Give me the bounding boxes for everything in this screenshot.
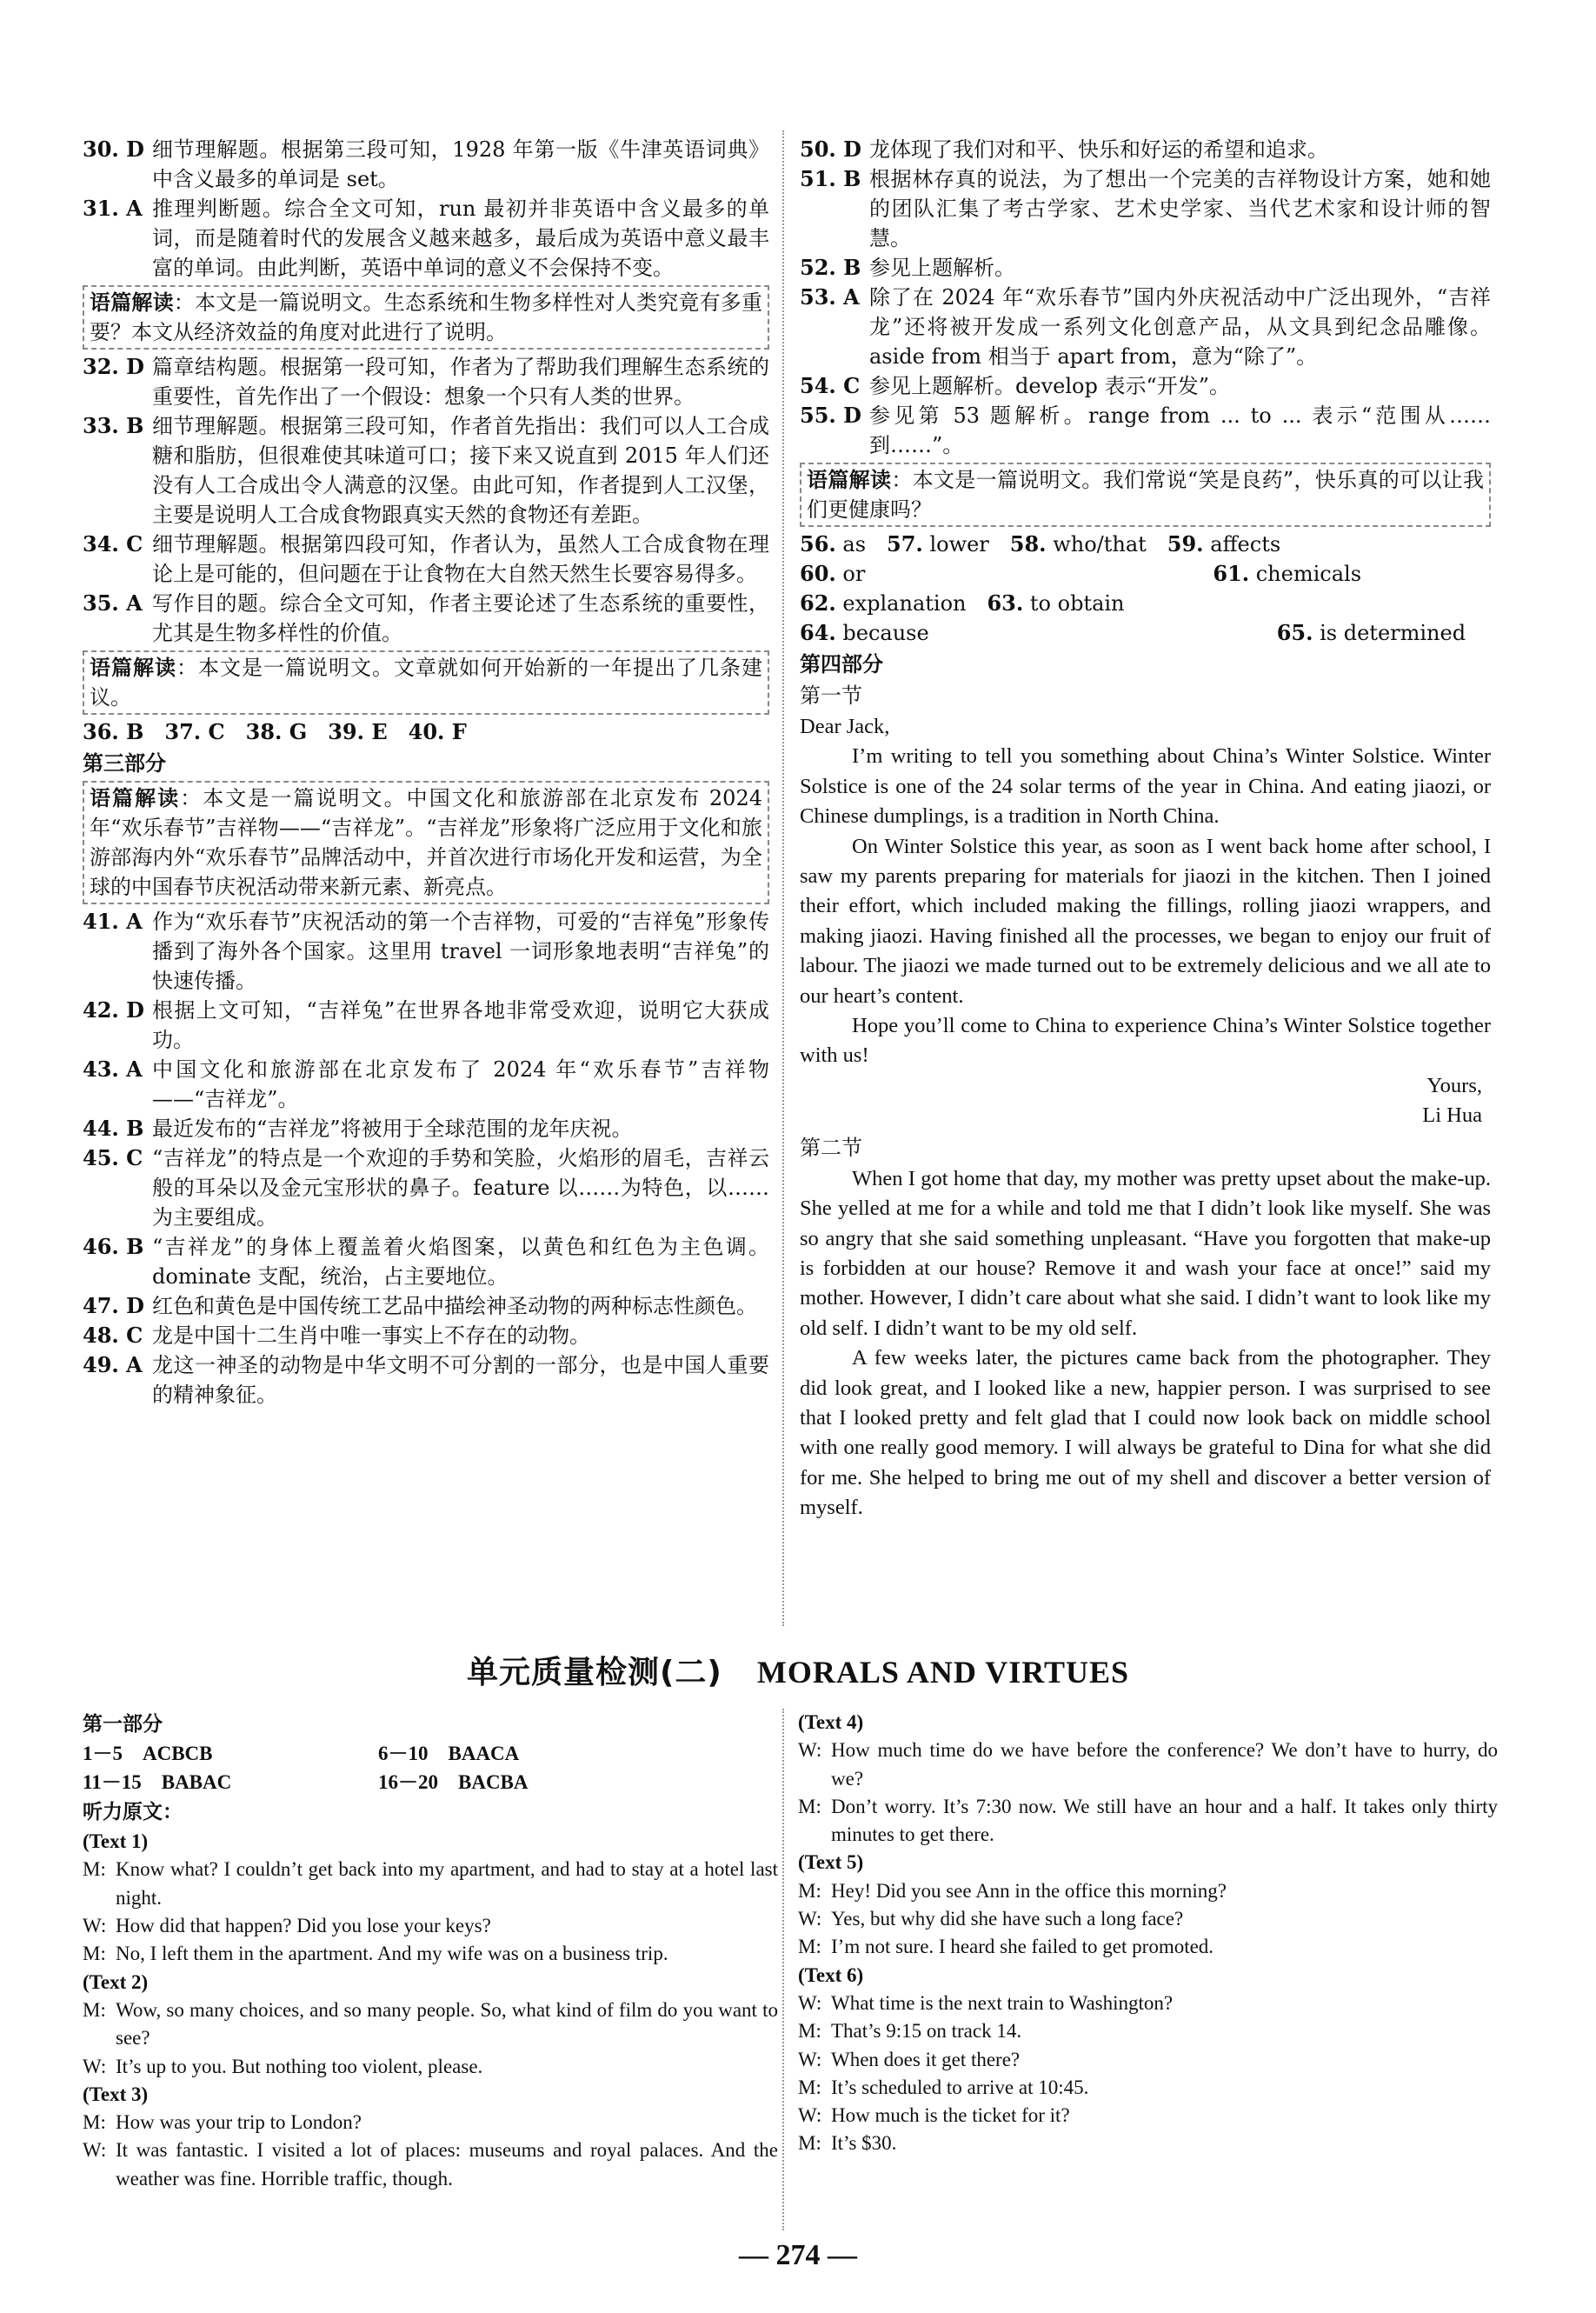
dialogue-line (798, 1736, 1498, 1793)
answer-item (83, 1232, 769, 1291)
fill-answer (987, 589, 1124, 618)
text-label: (Text 4) (798, 1711, 864, 1733)
answer-explanation: 推理判断题。综合全文可知，run 最初并非英语中含义最多的单词，而是随着时代的发展含义越来越多，最后成为英语中意义最丰富的单词。由此判断，英语中单词的意义不会保持不变。 (152, 197, 769, 280)
fill-number: 57. (887, 531, 923, 557)
answer-item (800, 371, 1491, 401)
fill-answer (800, 559, 865, 589)
fill-answer (1213, 559, 1361, 589)
fill-number: 59. (1167, 531, 1204, 557)
utterance: I’m not sure. I heard she failed to get promoted. (831, 1936, 1214, 1958)
fill-word: chemicals (1255, 562, 1362, 586)
speaker: W: (83, 1915, 107, 1937)
utterance: How much time do we have before the conference? We don’t have to hurry, do we? (831, 1739, 1498, 1790)
transcript-title: 听力原文： (83, 1800, 183, 1823)
dialogue-line (83, 1940, 778, 1968)
answer: 38. G (245, 719, 308, 744)
answer-explanation: 篇章结构题。根据第一段可知，作者为了帮助我们理解生态系统的重要性，首先作出了一个假设：想象一个只有人类的世界。 (152, 355, 769, 409)
answer-explanation: 根据林存真的说法，为了想出一个完美的吉祥物设计方案，她和她的团队汇集了考古学家、艺术史学家、当代艺术家和设计师的智慧。 (869, 167, 1491, 250)
speaker: W: (83, 2139, 107, 2162)
answer-number: 45. C (83, 1145, 143, 1170)
answer-explanation: “吉祥龙”的特点是一个欢迎的手势和笑脸，火焰形的眉毛，吉祥云般的耳朵以及金元宝形状的鼻子。feature 以……为特色，以……为主要组成。 (152, 1146, 769, 1230)
answer-item (83, 352, 769, 411)
dialogue-line (798, 1905, 1498, 1933)
fill-number: 65. (1276, 620, 1313, 645)
answer-group: 11－15 BABAC (83, 1770, 232, 1793)
answer: 39. E (328, 719, 388, 744)
answer-explanation: 细节理解题。根据第三段可知，作者首先指出：我们可以人工合成糖和脂肪，但很难使其味道可口；接下来又说直到 2015 年人们还没有人工合成出令人满意的汉堡。由此可知，作者提到人工汉堡，主要是说明人工合成食物跟真实天然的食物还有差距。 (152, 414, 769, 527)
column-divider (782, 130, 784, 1626)
answer-number: 43. A (83, 1057, 143, 1082)
dialogue-line (83, 1856, 778, 1912)
utterance: Yes, but why did she have such a long face? (831, 1908, 1184, 1930)
answer-number: 42. D (83, 997, 144, 1023)
dialogue-line (83, 2109, 778, 2136)
passage-note: 语篇解读：本文是一篇说明文。生态系统和生物多样性对人类究竟有多重要？本文从经济效益的角度对此进行了说明。 (83, 285, 769, 350)
speaker: M: (83, 1943, 106, 1965)
bottom-right-column (798, 1709, 1498, 2158)
answer-number: 52. B (800, 255, 861, 280)
utterance: It’s scheduled to arrive at 10:45. (831, 2076, 1089, 2098)
dialogue-line (798, 2074, 1498, 2102)
answer-item (83, 1350, 769, 1410)
page-number: — 274 — (739, 2239, 857, 2271)
utterance: How did that happen? Did you lose your keys? (116, 1915, 491, 1937)
answer-item (83, 907, 769, 996)
speaker: W: (83, 2055, 107, 2077)
fill-number: 60. (800, 561, 836, 586)
column-divider (782, 1709, 784, 2230)
fill-word: or (842, 562, 866, 586)
answer: 37. C (164, 719, 225, 744)
utterance: It’s up to you. But nothing too violent, please. (116, 2055, 483, 2077)
answer-item (800, 401, 1491, 460)
fill-answers (800, 530, 1491, 648)
fill-number: 56. (800, 531, 836, 557)
top-right-column (800, 135, 1491, 1523)
answer-item (800, 253, 1491, 283)
answer-item (83, 589, 769, 648)
answer-item (83, 135, 769, 194)
text-label: (Text 2) (83, 1970, 149, 1993)
fill-answer (1167, 530, 1280, 559)
fill-answer (887, 530, 989, 559)
answer-item (800, 164, 1491, 253)
dialogue-line (798, 2046, 1498, 2074)
fill-word: to obtain (1029, 591, 1125, 616)
answer-item (83, 1114, 769, 1143)
utterance: It’s $30. (831, 2132, 897, 2155)
answer-explanation: 最近发布的“吉祥龙”将被用于全球范围的龙年庆祝。 (152, 1117, 633, 1141)
dialogue-line (798, 1990, 1498, 2017)
dialogue-line (83, 1996, 778, 2053)
passage-note: 语篇解读：本文是一篇说明文。文章就如何开始新的一年提出了几条建议。 (83, 650, 769, 715)
text-label: (Text 5) (798, 1851, 864, 1874)
speaker: M: (798, 2020, 821, 2043)
answer-number: 31. A (83, 196, 143, 221)
answer-explanation: 龙这一神圣的动物是中华文明不可分割的一部分，也是中国人重要的精神象征。 (152, 1353, 769, 1407)
dialogue-line (798, 2102, 1498, 2130)
answer-group: 16－20 BACBA (378, 1770, 529, 1793)
answer-number: 53. A (800, 284, 860, 310)
answer-list (83, 907, 769, 1410)
fill-number: 61. (1213, 561, 1250, 586)
speaker: M: (83, 2111, 106, 2134)
answer-list (800, 135, 1491, 460)
utterance: That’s 9:15 on track 14. (831, 2020, 1022, 2043)
answers-36-40 (83, 717, 769, 747)
answer-explanation: 细节理解题。根据第三段可知，1928 年第一版《牛津英语词典》中含义最多的单词是 set。 (152, 137, 769, 191)
answer: 40. F (408, 719, 467, 744)
speaker: W: (798, 1991, 822, 2014)
fill-number: 64. (800, 620, 836, 645)
answer-explanation: 根据上文可知，“吉祥兔”在世界各地非常受欢迎，说明它大获成功。 (152, 998, 769, 1052)
story-paragraph: When I got home that day, my mother was pretty upset about the make-up. She yelled at me for a while and told me that I didn’t look like myself. She was so angry that she said something unpleasant. “Have you forgotten that make-up is forbidden at our house? Remove it and wash your face at once!” said my mother. However, I didn’t care about what she said. I didn’t want to look like my old self. I didn’t want to be my old self. (800, 1166, 1491, 1340)
speaker: M: (83, 1858, 106, 1881)
speaker: W: (798, 1739, 822, 1762)
answer-explanation: “吉祥龙”的身体上覆盖着火焰图案，以黄色和红色为主色调。dominate 支配，统治，占主要地位。 (152, 1235, 769, 1289)
answer-group: 1－5 ACBCB (83, 1743, 213, 1765)
answer-number: 30. D (83, 137, 144, 162)
section-title: 第三部分 (83, 751, 166, 776)
dialogue-line (83, 2053, 778, 2081)
answer-explanation: 细节理解题。根据第四段可知，作者认为，虽然人工合成食物在理论上是可能的，但问题在于让食物在大自然天然生长要容易得多。 (152, 532, 769, 586)
answer-number: 54. C (800, 373, 861, 398)
answer-item (83, 1055, 769, 1114)
speaker: M: (798, 1936, 821, 1958)
answer-number: 48. C (83, 1323, 143, 1348)
answer-item (83, 530, 769, 589)
utterance: How was your trip to London? (116, 2111, 362, 2134)
text-label: (Text 6) (798, 1963, 864, 1986)
utterance: How much is the ticket for it? (831, 2104, 1070, 2127)
answer-explanation: 参见第 53 题解析。range from ... to ... 表示“范围从……到……”。 (869, 403, 1491, 457)
answer-item (83, 996, 769, 1055)
fill-answer (1010, 530, 1147, 559)
utterance: It was fantastic. I visited a lot of places: museums and royal palaces. And the weather was fine. Horrible traffic, though. (116, 2139, 778, 2190)
utterance: Know what? I couldn’t get back into my apartment, and had to stay at a hotel last night. (116, 1858, 778, 1909)
answer-item (83, 411, 769, 530)
letter-paragraph: On Winter Solstice this year, as soon as I went back home after school, I saw my parents preparing for materials for jiaozi in the kitchen. Then I joined their effort, which included making the fillings, rolling jiaozi wrappers, and making jiaozi. Having finished all the processes, we began to enjoy our fruit of labour. The jiaozi we made turned out to be extremely delicious and we all ate to our heart’s content. (800, 834, 1491, 1008)
dialogue-line (798, 1933, 1498, 1961)
fill-word: lower (929, 532, 989, 557)
answer-explanation: 龙体现了我们对和平、快乐和好运的希望和追求。 (869, 137, 1328, 162)
story-paragraph: A few weeks later, the pictures came back from the photographer. They did look great, and I looked like a new, happier person. I was surprised to see that I looked pretty and felt glad that I could now look back on middle school with one really good memory. I will always be grateful to Dina for what she did for me. She helped to bring me out of my shell and discover a better version of myself. (800, 1346, 1491, 1520)
subsection-title: 第一节 (800, 683, 862, 708)
answer-explanation: 龙是中国十二生肖中唯一事实上不存在的动物。 (152, 1323, 590, 1348)
answer-item (83, 1143, 769, 1232)
dialogue-line (798, 1793, 1498, 1850)
fill-word: as (842, 532, 867, 557)
answer-item (83, 1291, 769, 1321)
fill-number: 62. (800, 590, 836, 616)
answer-item (83, 1321, 769, 1350)
letter-paragraph: Hope you’ll come to China to experience China’s Winter Solstice together with us! (800, 1014, 1491, 1068)
section-title: 第一部分 (83, 1713, 163, 1736)
utterance: Don’t worry. It’s 7:30 now. We still have an hour and a half. It takes only thirty minutes to get there. (831, 1795, 1498, 1846)
answer-item (83, 194, 769, 283)
speaker: M: (798, 2076, 821, 2098)
speaker: M: (798, 2132, 821, 2155)
letter-signature: Li Hua (1422, 1103, 1482, 1128)
letter-closing: Yours, (1426, 1073, 1482, 1097)
speaker: W: (798, 2104, 822, 2127)
fill-word: because (842, 621, 929, 645)
sample-letter (800, 712, 1491, 1131)
unit-title-en: MORALS AND VIRTUES (756, 1655, 1130, 1690)
fill-word: affects (1210, 532, 1281, 557)
passage-note: 语篇解读：本文是一篇说明文。我们常说“笑是良药”，快乐真的可以让我们更健康吗？ (800, 463, 1491, 527)
answer-explanation: 除了在 2024 年“欢乐春节”国内外庆祝活动中广泛出现外，“吉祥龙”还将被开发成一系列文化创意产品，从文具到纪念品雕像。aside from 相当于 apart from，意为“除了”。 (869, 285, 1491, 369)
passage-note: 语篇解读：本文是一篇说明文。中国文化和旅游部在北京发布 2024 年“欢乐春节”吉祥物——“吉祥龙”。“吉祥龙”形象将广泛应用于文化和旅游部海内外“欢乐春节”品牌活动中，并首次进行市场化开发和运营，为全球的中国春节庆祝活动带来新元素、新亮点。 (83, 781, 769, 904)
text-label: (Text 3) (83, 2083, 149, 2105)
answer-list (83, 135, 769, 283)
utterance: No, I left them in the apartment. And my wife was on a business trip. (116, 1943, 668, 1965)
answer-number: 41. A (83, 909, 143, 934)
utterance: What time is the next train to Washington? (831, 1991, 1174, 2014)
answer-number: 33. B (83, 413, 144, 438)
transcript (83, 1828, 778, 2193)
answer-explanation: 写作目的题。综合全文可知，作者主要论述了生态系统的重要性，尤其是生物多样性的价值。 (152, 591, 769, 645)
speaker: M: (83, 1998, 106, 2021)
dialogue-line (83, 1912, 778, 1940)
answer-item (800, 283, 1491, 371)
answer-explanation: 作为“欢乐春节”庆祝活动的第一个吉祥物，可爱的“吉祥兔”形象传播到了海外各个国家。这里用 travel 一词形象地表明“吉祥兔”的快速传播。 (152, 910, 769, 993)
answer-number: 49. A (83, 1352, 143, 1377)
subsection-title: 第二节 (800, 1135, 862, 1160)
utterance: When does it get there? (831, 2048, 1021, 2070)
answer-number: 50. D (800, 137, 861, 162)
fill-answer (1277, 618, 1466, 648)
speaker: M: (798, 1879, 821, 1902)
answer-number: 32. D (83, 354, 144, 379)
dialogue-line (798, 2017, 1498, 2045)
fill-word: who/that (1053, 532, 1147, 557)
fill-answer (800, 589, 966, 618)
fill-answer (800, 530, 866, 559)
answer-explanation: 中国文化和旅游部在北京发布了 2024 年“欢乐春节”吉祥物——“吉祥龙”。 (152, 1057, 769, 1111)
answer-number: 46. B (83, 1234, 144, 1259)
answer-number: 51. B (800, 166, 861, 191)
fill-word: explanation (842, 591, 967, 616)
answer-number: 35. A (83, 590, 143, 616)
fill-word: is determined (1320, 621, 1466, 645)
fill-answer (800, 618, 929, 648)
answer-number: 47. D (83, 1293, 144, 1318)
answer-number: 34. C (83, 531, 143, 557)
answer-number: 44. B (83, 1116, 144, 1141)
bottom-left-column (83, 1709, 778, 2193)
answer-list (83, 352, 769, 648)
speaker: W: (798, 1908, 822, 1930)
dialogue-line (83, 2136, 778, 2193)
speaker: M: (798, 1795, 821, 1817)
text-label: (Text 1) (83, 1830, 149, 1853)
answer-grid (83, 1740, 778, 1796)
answer-explanation: 参见上题解析。develop 表示“开发”。 (869, 374, 1230, 398)
fill-number: 58. (1009, 531, 1047, 557)
dialogue-line (798, 1877, 1498, 1905)
answer-number: 55. D (800, 403, 861, 428)
answer-explanation: 红色和黄色是中国传统工艺品中描绘神圣动物的两种标志性颜色。 (152, 1294, 757, 1318)
answer: 36. B (83, 719, 144, 744)
letter-paragraph: I’m writing to tell you something about China’s Winter Solstice. Winter Solstice is one of the 24 solar terms of the year in China. And eating jiaozi, or Chinese dumplings, is a tradition in North China. (800, 744, 1491, 829)
answer-group: 6－10 BAACA (378, 1743, 520, 1765)
utterance: Hey! Did you see Ann in the office this morning? (831, 1879, 1227, 1902)
transcript (798, 1709, 1498, 2158)
answer-item (800, 135, 1491, 164)
answer-explanation: 参见上题解析。 (869, 256, 1015, 280)
letter-greeting: Dear Jack, (800, 715, 890, 738)
speaker: W: (798, 2048, 822, 2070)
section-title: 第四部分 (800, 652, 883, 677)
unit-title-cn: 单元质量检测(二) (466, 1655, 722, 1690)
fill-number: 63. (987, 590, 1024, 616)
unit-title (0, 1648, 1596, 1692)
dialogue-line (798, 2130, 1498, 2157)
utterance: Wow, so many choices, and so many people. So, what kind of film do you want to see? (116, 1998, 778, 2050)
sample-story (800, 1164, 1491, 1523)
top-left-column (83, 135, 769, 1410)
